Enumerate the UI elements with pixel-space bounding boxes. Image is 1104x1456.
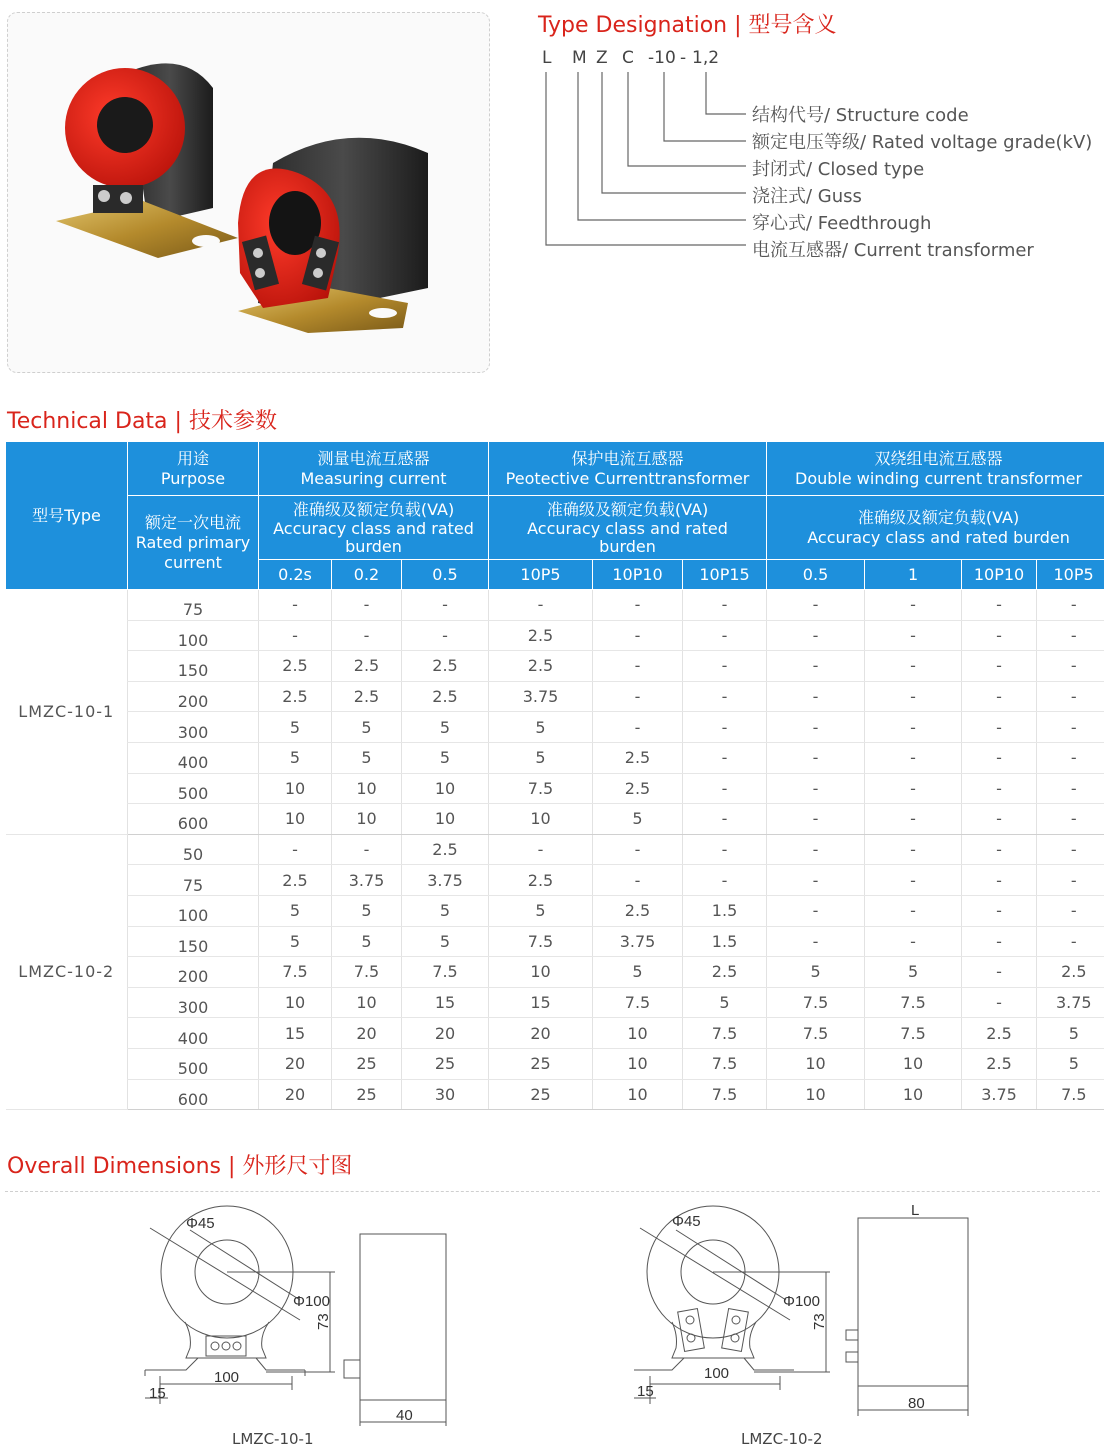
burden-cell: - [683,834,767,865]
table-row [6,926,1104,957]
designation-code [540,48,740,72]
burden-cell: - [1037,712,1104,743]
table-row [6,773,1104,804]
burden-cell: - [683,742,767,773]
burden-cell: 5 [489,742,593,773]
burden-cell: - [962,987,1037,1018]
burden-cell: - [865,804,962,835]
burden-cell: - [1037,620,1104,651]
burden-cell: 10 [767,1079,865,1110]
burden-cell: 10 [593,1048,683,1079]
accuracy-cn: 准确级及额定负载(VA) [546,499,709,519]
burden-cell: - [1037,834,1104,865]
burden-cell: 10 [259,804,332,835]
burden-cell: - [259,620,332,651]
burden-cell: 3.75 [593,926,683,957]
caption-lmzc-10-2: LMZC-10-2 [741,1430,823,1448]
accuracy-class-0: 0.2s [259,560,332,590]
code-letter-z: Z [596,48,608,68]
burden-cell: - [962,712,1037,743]
caption-lmzc-10-1: LMZC-10-1 [232,1430,314,1448]
product-photo [7,12,490,373]
burden-cell: - [683,590,767,621]
rated-current-cell: 150 [128,926,259,957]
header-measuring-en: Measuring current [300,468,447,488]
burden-cell: - [593,712,683,743]
burden-cell: - [767,834,865,865]
burden-cell: 5 [402,712,489,743]
burden-cell: - [767,926,865,957]
accuracy-class-1: 0.2 [332,560,402,590]
burden-cell: 7.5 [767,1018,865,1049]
burden-cell: 7.5 [767,987,865,1018]
burden-cell: - [683,651,767,682]
burden-cell: 2.5 [962,1048,1037,1079]
burden-cell: - [767,651,865,682]
burden-cell: - [489,834,593,865]
burden-cell: 5 [259,926,332,957]
table-row [6,712,1104,743]
burden-cell: - [962,834,1037,865]
burden-cell: 2.5 [593,773,683,804]
burden-cell: - [767,865,865,896]
burden-cell: 2.5 [402,681,489,712]
table-row [6,651,1104,682]
header-rated-en2: current [164,552,222,572]
accuracy-class-2: 0.5 [402,560,489,590]
burden-cell: 25 [332,1048,402,1079]
burden-cell: 5 [332,712,402,743]
burden-cell: 2.5 [332,651,402,682]
transformer-lmzc-10-1 [56,63,238,258]
header-rated-current [128,496,259,590]
burden-cell: - [1037,804,1104,835]
dim1-height: 73 [315,1313,332,1330]
meaning-structure-code: 结构代号/ Structure code [752,105,969,126]
burden-cell: 5 [593,804,683,835]
burden-cell: 10 [332,987,402,1018]
technical-data-table [5,441,1104,1110]
technical-data-body [6,590,1104,1110]
burden-cell: - [767,804,865,835]
designation-leader-lines [538,70,788,260]
accuracy-en-a: Accuracy class and rated [273,518,474,538]
burden-cell: 2.5 [489,651,593,682]
burden-cell: - [962,681,1037,712]
accuracy-cn: 准确级及额定负载(VA) [857,507,1020,527]
rated-current-cell: 500 [128,1048,259,1079]
burden-cell: 5 [489,895,593,926]
burden-cell: 20 [259,1079,332,1110]
burden-cell: - [593,651,683,682]
burden-cell: - [593,865,683,896]
rated-current-cell: 600 [128,804,259,835]
burden-cell: - [1037,895,1104,926]
header-double-cn: 双绕组电流互感器 [874,448,1003,468]
dim2-depth: 80 [908,1395,925,1412]
burden-cell: 1.5 [683,926,767,957]
burden-cell: - [962,895,1037,926]
burden-cell: 2.5 [259,865,332,896]
burden-cell: - [593,590,683,621]
rated-current-cell: 75 [128,590,259,621]
burden-cell: 5 [865,957,962,988]
burden-cell: 3.75 [332,865,402,896]
burden-cell: 7.5 [865,1018,962,1049]
accuracy-en-full: Accuracy class and rated burden [807,527,1070,547]
rated-current-cell: 500 [128,773,259,804]
dim2-length-label: L [911,1202,920,1219]
burden-cell: 25 [332,1079,402,1110]
burden-cell: 3.75 [489,681,593,712]
burden-cell: - [865,895,962,926]
burden-cell: 7.5 [865,987,962,1018]
burden-cell: - [593,681,683,712]
header-purpose [128,442,259,496]
technical-data-title: Technical Data | 技术参数 [7,409,277,434]
burden-cell: 5 [402,742,489,773]
rated-current-cell: 400 [128,1018,259,1049]
burden-cell: 5 [332,742,402,773]
table-row [6,1018,1104,1049]
table-row [6,865,1104,896]
model-cell: LMZC-10-2 [6,834,128,1109]
accuracy-cn: 准确级及额定负载(VA) [292,499,455,519]
burden-cell: 5 [1037,1048,1104,1079]
burden-cell: - [962,804,1037,835]
dim2-foot: 15 [637,1383,654,1400]
header-measuring [259,442,489,496]
code-letter-m: M [572,48,587,68]
burden-cell: - [332,620,402,651]
table-row [6,681,1104,712]
burden-cell: - [683,620,767,651]
burden-cell: - [1037,651,1104,682]
burden-cell: 2.5 [402,834,489,865]
dim1-width: 100 [214,1369,240,1386]
burden-cell: - [767,620,865,651]
burden-cell: - [259,590,332,621]
dim2-inner-dia: Φ45 [672,1213,701,1230]
burden-cell: 7.5 [683,1018,767,1049]
table-row [6,590,1104,621]
burden-cell: 5 [332,926,402,957]
accuracy-class-9: 10P5 [1037,560,1104,590]
table-row [6,987,1104,1018]
burden-cell: - [962,957,1037,988]
burden-cell: - [489,590,593,621]
header-measuring-accuracy [259,496,489,560]
code-letter-l: L [542,48,552,68]
burden-cell: 20 [332,1018,402,1049]
burden-cell: 10 [865,1048,962,1079]
burden-cell: - [1037,865,1104,896]
burden-cell: - [865,773,962,804]
burden-cell: 3.75 [962,1079,1037,1110]
table-row [6,804,1104,835]
burden-cell: - [962,651,1037,682]
burden-cell: 10 [402,773,489,804]
header-measuring-cn: 测量电流互感器 [317,448,430,468]
burden-cell: 2.5 [489,620,593,651]
accuracy-en-b: burden [345,536,402,556]
rated-current-cell: 300 [128,712,259,743]
burden-cell: 10 [593,1018,683,1049]
burden-cell: - [865,865,962,896]
meaning-guss: 浇注式/ Guss [752,186,862,207]
burden-cell: 20 [489,1018,593,1049]
meaning-current-transformer: 电流互感器/ Current transformer [752,240,1034,261]
code-letter-c: C [622,48,634,68]
header-rated-cn: 额定一次电流 [144,512,241,532]
accuracy-en-b: burden [599,536,656,556]
burden-cell: 30 [402,1079,489,1110]
accuracy-class-3: 10P5 [489,560,593,590]
burden-cell: 3.75 [1037,987,1104,1018]
burden-cell: 5 [1037,1018,1104,1049]
burden-cell: - [962,742,1037,773]
burden-cell: 10 [332,773,402,804]
burden-cell: 7.5 [683,1048,767,1079]
burden-cell: 10 [259,987,332,1018]
burden-cell: - [865,834,962,865]
burden-cell: - [1037,590,1104,621]
burden-cell: 15 [489,987,593,1018]
dim1-depth: 40 [396,1407,413,1424]
burden-cell: 2.5 [593,895,683,926]
burden-cell: 2.5 [1037,957,1104,988]
header-purpose-en: Purpose [160,468,226,488]
burden-cell: 7.5 [332,957,402,988]
burden-cell: 3.75 [402,865,489,896]
header-double-accuracy [767,496,1104,560]
header-purpose-cn: 用途 [176,448,209,468]
rated-current-cell: 300 [128,987,259,1018]
burden-cell: - [332,590,402,621]
burden-cell: - [865,926,962,957]
accuracy-class-4: 10P10 [593,560,683,590]
dim2-width: 100 [704,1365,730,1382]
rated-current-cell: 50 [128,834,259,865]
burden-cell: 15 [259,1018,332,1049]
burden-cell: 10 [332,804,402,835]
burden-cell: - [865,712,962,743]
drawing-lmzc-10-1-side [344,1234,446,1426]
burden-cell: 10 [767,1048,865,1079]
header-protective-accuracy [489,496,767,560]
burden-cell: 5 [332,895,402,926]
burden-cell: - [962,926,1037,957]
table-row [6,1079,1104,1110]
burden-cell: - [767,742,865,773]
header-type: 型号Type [6,442,128,590]
accuracy-class-6: 0.5 [767,560,865,590]
burden-cell: 7.5 [489,773,593,804]
accuracy-class-7: 1 [865,560,962,590]
table-row [6,620,1104,651]
header-protective-cn: 保护电流互感器 [571,448,684,468]
burden-cell: 15 [402,987,489,1018]
burden-cell: - [767,712,865,743]
burden-cell: 1.5 [683,895,767,926]
burden-cell: - [683,712,767,743]
dim2-height: 73 [811,1313,828,1330]
meaning-closed-type: 封闭式/ Closed type [752,159,925,180]
burden-cell: - [402,620,489,651]
burden-cell: 7.5 [1037,1079,1104,1110]
table-row [6,957,1104,988]
burden-cell: 5 [259,895,332,926]
table-row [6,742,1104,773]
rated-current-cell: 75 [128,865,259,896]
rated-current-cell: 100 [128,620,259,651]
burden-cell: - [962,773,1037,804]
burden-cell: 2.5 [489,865,593,896]
burden-cell: 7.5 [593,987,683,1018]
table-row [6,1048,1104,1079]
burden-cell: - [865,681,962,712]
burden-cell: - [593,620,683,651]
burden-cell: - [683,681,767,712]
header-protective [489,442,767,496]
burden-cell: 2.5 [683,957,767,988]
burden-cell: 5 [683,987,767,1018]
burden-cell: 2.5 [259,681,332,712]
drawing-lmzc-10-2-side [846,1218,968,1416]
code-dash: - [680,48,687,68]
burden-cell: 5 [259,712,332,743]
burden-cell: - [259,834,332,865]
burden-cell: 2.5 [332,681,402,712]
burden-cell: 5 [767,957,865,988]
meaning-rated-voltage: 额定电压等级/ Rated voltage grade(kV) [752,132,1093,153]
rated-current-cell: 100 [128,895,259,926]
burden-cell: - [683,865,767,896]
accuracy-class-8: 10P10 [962,560,1037,590]
rated-current-cell: 400 [128,742,259,773]
burden-cell: 5 [259,742,332,773]
burden-cell: 7.5 [683,1079,767,1110]
header-protective-en: Peotective Currenttransformer [505,468,750,488]
header-double [767,442,1104,496]
burden-cell: 25 [489,1079,593,1110]
burden-cell: 7.5 [259,957,332,988]
accuracy-en-a: Accuracy class and rated [527,518,728,538]
code-structure: 1,2 [692,48,720,68]
table-row [6,834,1104,865]
burden-cell: - [767,681,865,712]
meaning-feedthrough: 穿心式/ Feedthrough [752,213,932,234]
burden-cell: - [865,651,962,682]
burden-cell: 10 [593,1079,683,1110]
transformer-lmzc-10-2 [238,138,428,333]
dim1-inner-dia: Φ45 [186,1215,215,1232]
dim2-outer-dia: Φ100 [783,1293,820,1310]
burden-cell: 2.5 [962,1018,1037,1049]
burden-cell: 10 [489,957,593,988]
header-double-en: Double winding current transformer [795,468,1083,488]
burden-cell: - [865,742,962,773]
burden-cell: 5 [402,895,489,926]
transformer-illustration [8,13,490,373]
burden-cell: - [767,590,865,621]
burden-cell: 10 [865,1079,962,1110]
dimension-drawings [0,1192,1104,1456]
burden-cell: - [683,804,767,835]
accuracy-class-5: 10P15 [683,560,767,590]
burden-cell: - [962,865,1037,896]
burden-cell: - [593,834,683,865]
type-designation-title: Type Designation | 型号含义 [538,13,837,38]
rated-current-cell: 200 [128,681,259,712]
burden-cell: 10 [402,804,489,835]
header-rated-en1: Rated primary [135,532,251,552]
burden-cell: 5 [402,926,489,957]
burden-cell: - [1037,773,1104,804]
dim1-outer-dia: Φ100 [293,1293,330,1310]
code-voltage: -10 [648,48,676,68]
burden-cell: - [402,590,489,621]
burden-cell: 20 [402,1018,489,1049]
rated-current-cell: 150 [128,651,259,682]
rated-current-cell: 200 [128,957,259,988]
burden-cell: 5 [489,712,593,743]
burden-cell: - [767,895,865,926]
burden-cell: 10 [259,773,332,804]
burden-cell: 2.5 [259,651,332,682]
burden-cell: - [332,834,402,865]
burden-cell: 20 [259,1048,332,1079]
overall-dimensions-title: Overall Dimensions | 外形尺寸图 [7,1154,353,1179]
dim1-foot: 15 [149,1385,166,1402]
burden-cell: - [683,773,767,804]
burden-cell: 2.5 [593,742,683,773]
burden-cell: 25 [402,1048,489,1079]
rated-current-cell: 600 [128,1079,259,1110]
burden-cell: - [962,590,1037,621]
burden-cell: 2.5 [402,651,489,682]
burden-cell: - [1037,681,1104,712]
model-cell: LMZC-10-1 [6,590,128,835]
burden-cell: 10 [489,804,593,835]
burden-cell: - [962,620,1037,651]
burden-cell: 5 [593,957,683,988]
burden-cell: - [767,773,865,804]
burden-cell: - [865,590,962,621]
burden-cell: - [1037,742,1104,773]
burden-cell: 7.5 [402,957,489,988]
burden-cell: 25 [489,1048,593,1079]
burden-cell: - [1037,926,1104,957]
burden-cell: 7.5 [489,926,593,957]
burden-cell: - [865,620,962,651]
table-row [6,895,1104,926]
